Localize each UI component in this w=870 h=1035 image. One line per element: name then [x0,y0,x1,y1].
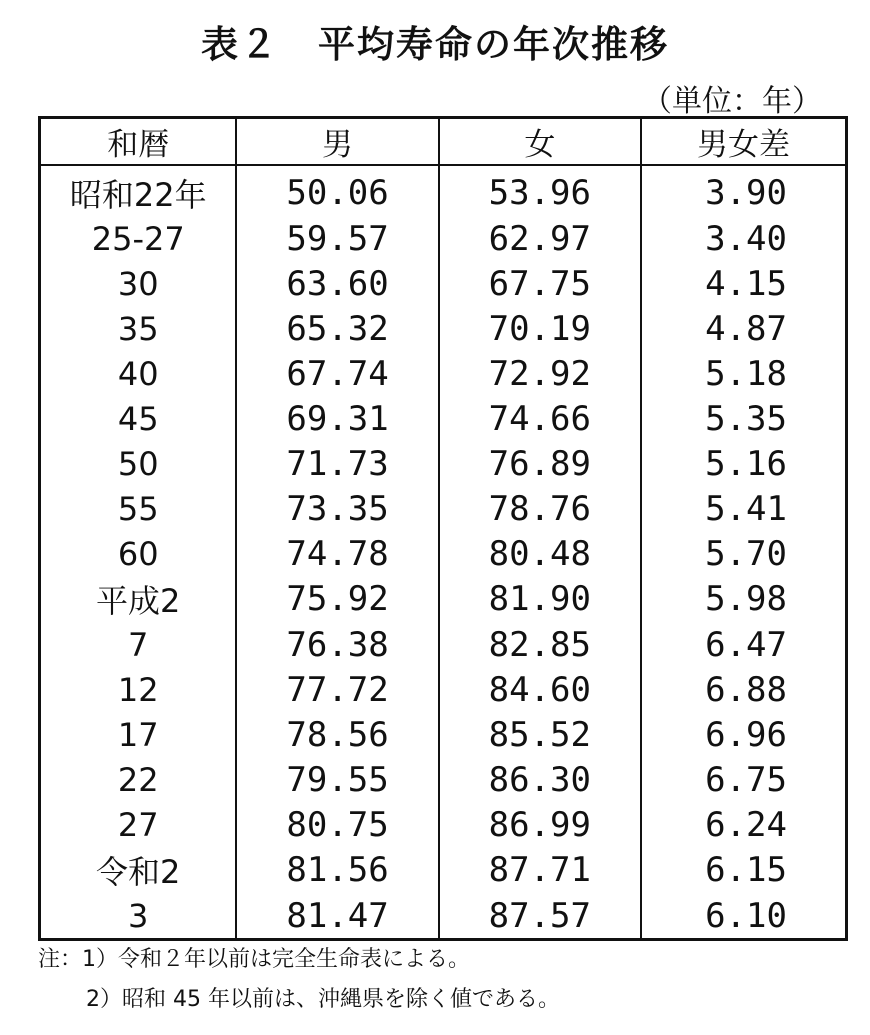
cell-gender-gap: 3.40 [641,216,847,261]
cell-gender-gap: 5.35 [641,396,847,441]
cell-era-year: 昭和22年 [40,165,237,216]
cell-female: 81.90 [439,576,641,622]
table-row [40,441,847,486]
cell-male: 67.74 [236,351,438,396]
table-row [40,576,847,622]
cell-gender-gap: 6.24 [641,802,847,847]
table-row [40,847,847,893]
cell-era-year: 7 [40,622,237,667]
footnote-2: 2）昭和 45 年以前は、沖縄県を除く値である。 [86,987,560,1012]
footnotes [38,940,560,1020]
cell-gender-gap: 3.90 [641,165,847,216]
cell-gender-gap: 6.75 [641,757,847,802]
cell-male: 75.92 [236,576,438,622]
cell-gender-gap: 5.16 [641,441,847,486]
cell-female: 76.89 [439,441,641,486]
cell-male: 71.73 [236,441,438,486]
cell-female: 53.96 [439,165,641,216]
cell-era-year: 17 [40,712,237,757]
cell-gender-gap: 4.15 [641,261,847,306]
cell-era-year: 40 [40,351,237,396]
cell-female: 86.30 [439,757,641,802]
cell-male: 78.56 [236,712,438,757]
cell-male: 50.06 [236,165,438,216]
cell-era-year: 55 [40,486,237,531]
cell-male: 81.47 [236,893,438,940]
cell-female: 80.48 [439,531,641,576]
cell-male: 80.75 [236,802,438,847]
header-era-year: 和暦 [40,118,237,166]
table-row [40,306,847,351]
table-row [40,622,847,667]
cell-era-year: 令和2 [40,847,237,893]
table-row [40,351,847,396]
cell-female: 86.99 [439,802,641,847]
cell-gender-gap: 4.87 [641,306,847,351]
cell-female: 87.57 [439,893,641,940]
cell-era-year: 平成2 [40,576,237,622]
cell-female: 67.75 [439,261,641,306]
cell-female: 62.97 [439,216,641,261]
table-row [40,893,847,940]
cell-gender-gap: 5.98 [641,576,847,622]
cell-era-year: 60 [40,531,237,576]
cell-male: 73.35 [236,486,438,531]
cell-gender-gap: 6.10 [641,893,847,940]
table-row [40,712,847,757]
cell-female: 85.52 [439,712,641,757]
cell-male: 74.78 [236,531,438,576]
header-gender-gap: 男女差 [641,118,847,166]
unit-label: （単位：年） [642,84,822,119]
cell-male: 59.57 [236,216,438,261]
table-row [40,667,847,712]
cell-male: 77.72 [236,667,438,712]
table-row [40,802,847,847]
cell-gender-gap: 6.96 [641,712,847,757]
cell-female: 87.71 [439,847,641,893]
cell-era-year: 45 [40,396,237,441]
cell-female: 84.60 [439,667,641,712]
cell-gender-gap: 6.88 [641,667,847,712]
table-row [40,486,847,531]
table-row [40,757,847,802]
table-row [40,261,847,306]
cell-gender-gap: 6.15 [641,847,847,893]
cell-female: 70.19 [439,306,641,351]
cell-era-year: 50 [40,441,237,486]
cell-era-year: 27 [40,802,237,847]
cell-male: 63.60 [236,261,438,306]
cell-era-year: 22 [40,757,237,802]
cell-male: 81.56 [236,847,438,893]
table-header-row [40,118,847,166]
table-title: 表２ 平均寿命の年次推移 [201,23,669,66]
cell-era-year: 3 [40,893,237,940]
life-expectancy-table [38,116,848,941]
cell-male: 79.55 [236,757,438,802]
table-row [40,396,847,441]
cell-era-year: 30 [40,261,237,306]
cell-gender-gap: 5.41 [641,486,847,531]
cell-era-year: 35 [40,306,237,351]
cell-female: 74.66 [439,396,641,441]
cell-male: 76.38 [236,622,438,667]
cell-female: 72.92 [439,351,641,396]
cell-era-year: 25-27 [40,216,237,261]
cell-male: 65.32 [236,306,438,351]
cell-era-year: 12 [40,667,237,712]
header-female: 女 [439,118,641,166]
cell-female: 78.76 [439,486,641,531]
table-row [40,216,847,261]
cell-male: 69.31 [236,396,438,441]
footnote-1: 注：1）令和２年以前は完全生命表による。 [38,947,470,972]
table-row [40,531,847,576]
cell-gender-gap: 5.70 [641,531,847,576]
cell-gender-gap: 6.47 [641,622,847,667]
cell-gender-gap: 5.18 [641,351,847,396]
cell-female: 82.85 [439,622,641,667]
table-row [40,165,847,216]
header-male: 男 [236,118,438,166]
